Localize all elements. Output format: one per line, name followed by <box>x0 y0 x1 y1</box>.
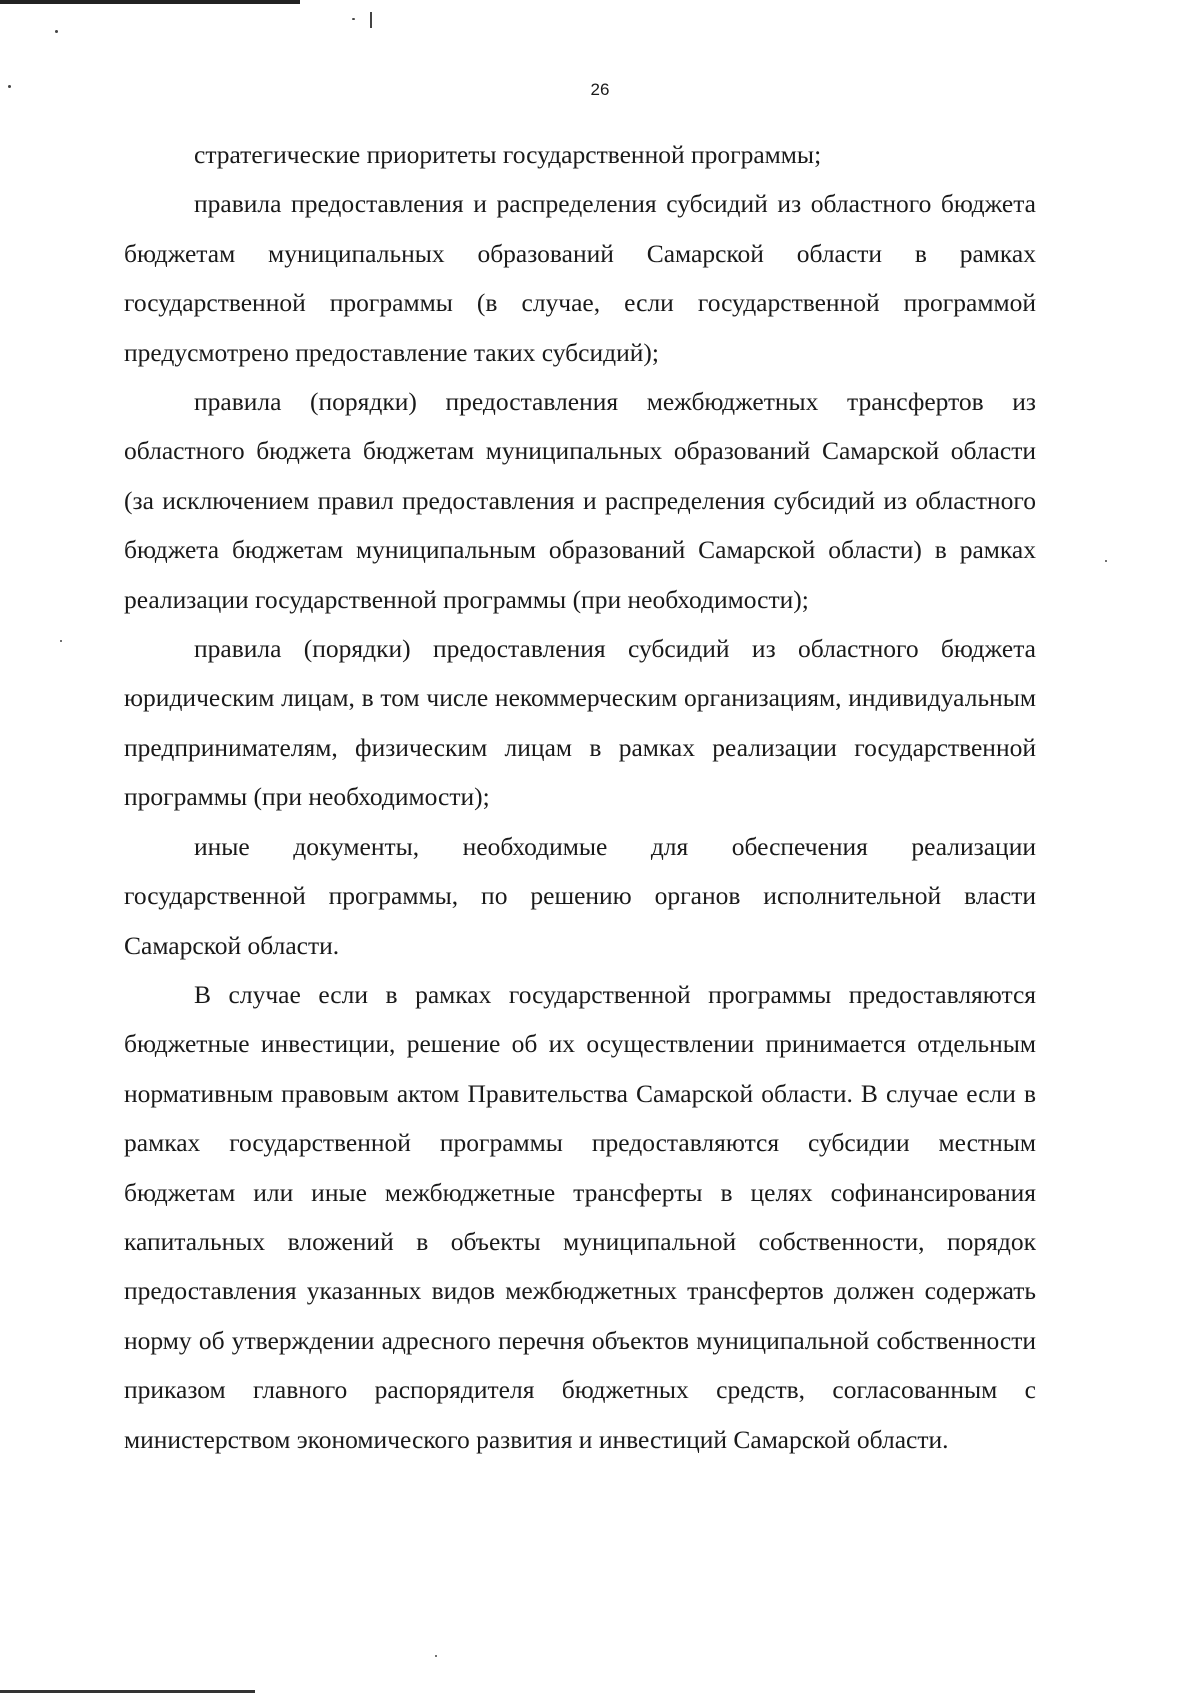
paragraph: правила (порядки) предоставления межбюджетных трансфертов из областного бюджета бюджетам муниципальных образований Самарской области (за исключением правил предоставления и распределения субсидий из областного бюджета бюджетам муниципальным образований Самарской области) в рамках реализации государственной программы (при необходимости); <box>124 387 1036 614</box>
paragraph: стратегические приоритеты государственной программы; <box>194 140 822 169</box>
paragraph: В случае если в рамках государственной программы предоставляются бюджетные инвестиции, решение об их осуществлении принимается отдельным нормативным правовым актом Правительства Самарской области. В случае если в рамках государственной программы предоставляются субсидии местным бюджетам или иные межбюджетные трансферты в целях софинансирования капитальных вложений в объекты муниципальной собственности, порядок предоставления указанных видов межбюджетных трансфертов должен содержать норму об утверждении адресного перечня объектов муниципальной собственности приказом главного распорядителя бюджетных средств, согласованным с министерством экономического развития и инвестиций Самарской области. <box>124 979 1036 1454</box>
page-number: 26 <box>590 80 610 99</box>
document-body <box>124 130 1036 1464</box>
scan-speck <box>1105 560 1107 562</box>
scan-edge-line-top <box>0 0 300 4</box>
scan-speck <box>55 30 58 33</box>
scan-speck <box>60 640 62 642</box>
scan-speck <box>352 18 355 20</box>
paragraph: правила предоставления и распределения субсидий из областного бюджета бюджетам муниципальных образований Самарской области в рамках государственной программы (в случае, если государственной программой предусмотрено предоставление таких субсидий); <box>124 189 1036 367</box>
scan-speck <box>370 12 372 28</box>
scan-speck <box>435 1655 437 1657</box>
scan-edge-line-bottom <box>0 1690 255 1693</box>
paragraph: иные документы, необходимые для обеспечения реализации государственной программы, по решению органов исполнительной власти Самарской области. <box>124 831 1036 960</box>
paragraph: правила (порядки) предоставления субсидий из областного бюджета юридическим лицам, в том числе некоммерческим организациям, индивидуальным предпринимателям, физическим лицам в рамках реализации государственной программы (при необходимости); <box>124 634 1036 812</box>
